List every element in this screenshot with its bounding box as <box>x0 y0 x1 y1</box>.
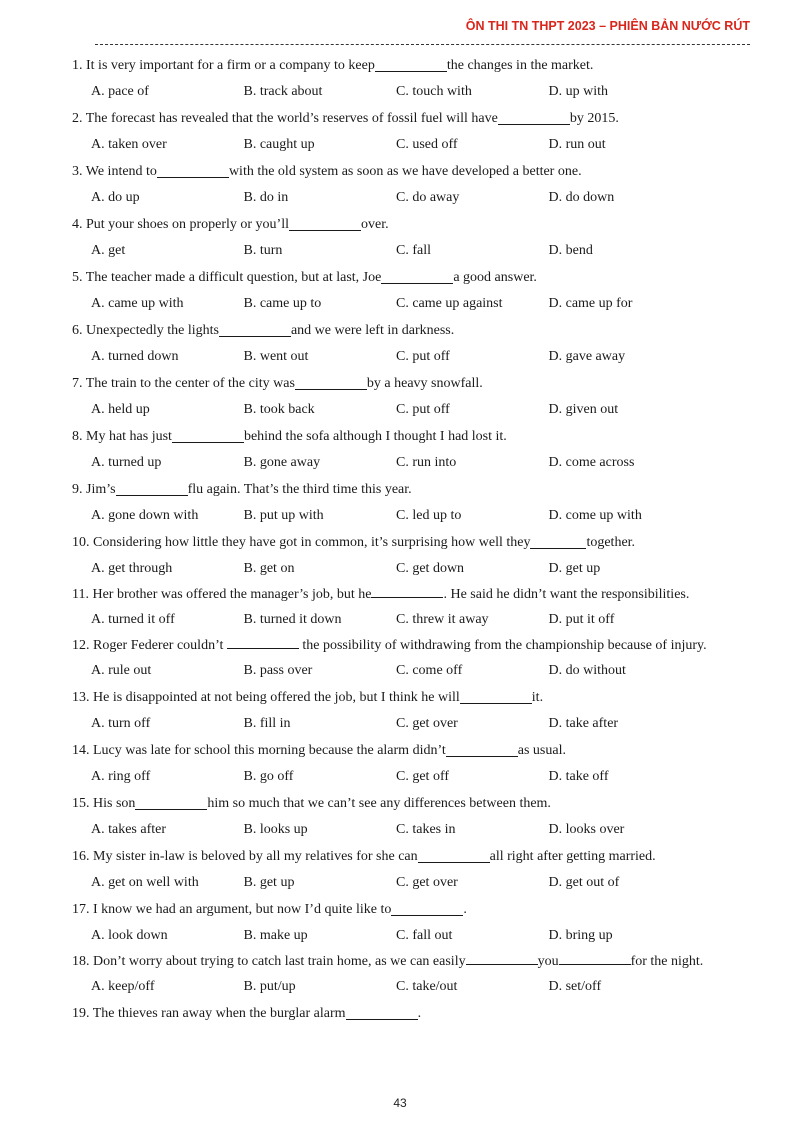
question-text: 14. Lucy was late for school this morning because the alarm didn’t <box>72 743 446 758</box>
answer-option-a: A. taken over <box>91 137 167 152</box>
answer-options <box>72 396 750 424</box>
question-item <box>72 53 750 106</box>
answer-blank <box>295 377 367 390</box>
answer-blank <box>375 59 447 72</box>
answer-blank <box>157 165 229 178</box>
question-item <box>72 212 750 265</box>
answer-option-b: B. turn <box>243 243 283 258</box>
answer-blank <box>559 952 631 965</box>
answer-option-c: C. run into <box>396 455 457 470</box>
question-item <box>72 950 750 1001</box>
question-stem <box>72 424 750 449</box>
document-header-title: ÔN THI TN THPT 2023 – PHIÊN BẢN NƯỚC RÚT <box>465 19 750 33</box>
answer-option-d: D. take after <box>548 716 619 731</box>
answer-options <box>72 290 750 318</box>
answer-blank <box>227 636 299 649</box>
question-stem <box>72 685 750 710</box>
question-text: 8. My hat has just <box>72 429 172 444</box>
question-text: as usual. <box>517 743 566 758</box>
answer-option-b: B. gone away <box>243 455 321 470</box>
answer-options <box>72 502 750 530</box>
answer-options <box>72 816 750 844</box>
question-text: . He said he didn’t want the responsibilities. <box>443 587 690 602</box>
question-list <box>72 53 750 1026</box>
question-text: 18. Don’t worry about trying to catch last train home, as we can easily <box>72 954 466 969</box>
answer-option-b: B. put/up <box>243 979 296 994</box>
answer-blank <box>289 218 361 231</box>
answer-option-d: D. bring up <box>548 928 613 943</box>
question-item <box>72 844 750 897</box>
answer-option-b: B. track about <box>243 84 323 99</box>
answer-option-d: D. came up for <box>548 296 633 311</box>
question-text: him so much that we can’t see any differences between them. <box>207 796 551 811</box>
answer-option-c: C. get down <box>396 561 465 576</box>
answer-option-c: C. take/out <box>396 979 458 994</box>
answer-options <box>72 184 750 212</box>
question-text: behind the sofa although I thought I had lost it. <box>243 429 507 444</box>
question-text: 4. Put your shoes on properly or you’ll <box>72 217 289 232</box>
question-text: 2. The forecast has revealed that the world’s reserves of fossil fuel will have <box>72 111 498 126</box>
answer-blank <box>135 797 207 810</box>
question-text: 9. Jim’s <box>72 482 116 497</box>
answer-options <box>72 763 750 791</box>
answer-option-b: B. get on <box>243 561 295 576</box>
answer-option-a: A. turned up <box>91 455 162 470</box>
answer-option-c: C. threw it away <box>396 612 489 627</box>
answer-options <box>72 973 750 1001</box>
question-item <box>72 791 750 844</box>
answer-option-a: A. gone down with <box>91 508 199 523</box>
answer-option-b: B. looks up <box>243 822 308 837</box>
question-text: with the old system as soon as we have developed a better one. <box>228 164 582 179</box>
answer-option-b: B. came up to <box>243 296 322 311</box>
question-text: 12. Roger Federer couldn’t <box>72 638 227 653</box>
answer-blank <box>346 1007 418 1020</box>
answer-option-a: A. get on well with <box>91 875 199 890</box>
question-stem <box>72 265 750 290</box>
question-text: 16. My sister in-law is beloved by all my relatives for she can <box>72 849 418 864</box>
question-stem <box>72 106 750 131</box>
question-stem <box>72 477 750 502</box>
answer-option-d: D. get up <box>548 561 601 576</box>
question-text: 13. He is disappointed at not being offered the job, but I think he will <box>72 690 460 705</box>
question-text: flu again. That’s the third time this year. <box>187 482 412 497</box>
answer-option-c: C. get off <box>396 769 450 784</box>
question-stem <box>72 371 750 396</box>
answer-options <box>72 922 750 950</box>
answer-blank <box>466 952 538 965</box>
answer-option-d: D. bend <box>548 243 593 258</box>
question-text: 5. The teacher made a difficult question, but at last, Joe <box>72 270 382 285</box>
answer-option-a: A. get through <box>91 561 173 576</box>
answer-option-c: C. do away <box>396 190 460 205</box>
answer-blank <box>530 536 586 549</box>
answer-option-d: D. do down <box>548 190 615 205</box>
answer-option-b: B. get up <box>243 875 295 890</box>
question-item <box>72 159 750 212</box>
question-item <box>72 265 750 318</box>
question-item <box>72 583 750 634</box>
answer-option-c: C. put off <box>396 349 450 364</box>
question-item <box>72 424 750 477</box>
answer-option-a: A. turned it off <box>91 612 175 627</box>
answer-option-b: B. make up <box>243 928 308 943</box>
answer-option-a: A. do up <box>91 190 140 205</box>
question-stem <box>72 1001 750 1026</box>
answer-options <box>72 710 750 738</box>
question-stem <box>72 791 750 816</box>
header-divider <box>95 44 750 45</box>
answer-blank <box>172 430 244 443</box>
answer-option-d: D. put it off <box>548 612 615 627</box>
answer-option-b: B. caught up <box>243 137 315 152</box>
answer-option-b: B. pass over <box>243 663 313 678</box>
answer-options <box>72 343 750 371</box>
answer-blank <box>446 744 518 757</box>
question-stem <box>72 950 750 973</box>
answer-option-a: A. pace of <box>91 84 149 99</box>
question-stem <box>72 583 750 606</box>
answer-blank <box>460 691 532 704</box>
question-text: for the night. <box>630 954 704 969</box>
answer-option-a: A. ring off <box>91 769 151 784</box>
question-text: over. <box>360 217 389 232</box>
answer-option-c: C. fall out <box>396 928 453 943</box>
question-text: . <box>463 902 467 917</box>
question-text: 6. Unexpectedly the lights <box>72 323 219 338</box>
question-item <box>72 106 750 159</box>
answer-option-c: C. get over <box>396 716 458 731</box>
answer-option-a: A. keep/off <box>91 979 155 994</box>
answer-option-d: D. get out of <box>548 875 620 890</box>
answer-option-d: D. given out <box>548 402 619 417</box>
question-text: 7. The train to the center of the city was <box>72 376 295 391</box>
question-text: all right after getting married. <box>489 849 656 864</box>
answer-option-c: C. used off <box>396 137 458 152</box>
answer-option-c: C. led up to <box>396 508 462 523</box>
answer-blank <box>116 483 188 496</box>
question-item <box>72 477 750 530</box>
question-text: 15. His son <box>72 796 136 811</box>
question-text: together. <box>586 535 636 550</box>
question-stem <box>72 844 750 869</box>
question-text: by a heavy snowfall. <box>366 376 483 391</box>
answer-option-d: D. take off <box>548 769 609 784</box>
answer-option-b: B. went out <box>243 349 309 364</box>
answer-blank <box>418 850 490 863</box>
answer-options <box>72 606 750 634</box>
question-stem <box>72 318 750 343</box>
answer-options <box>72 869 750 897</box>
question-text: a good answer. <box>453 270 537 285</box>
answer-option-a: A. came up with <box>91 296 184 311</box>
answer-option-a: A. get <box>91 243 126 258</box>
question-text: you <box>537 954 559 969</box>
answer-option-d: D. run out <box>548 137 606 152</box>
answer-option-a: A. turn off <box>91 716 151 731</box>
answer-option-a: A. look down <box>91 928 168 943</box>
answer-option-c: C. put off <box>396 402 450 417</box>
question-stem <box>72 738 750 763</box>
question-item <box>72 371 750 424</box>
question-text: 11. Her brother was offered the manager’s job, but he <box>72 587 372 602</box>
answer-option-b: B. go off <box>243 769 294 784</box>
question-text: and we were left in darkness. <box>290 323 455 338</box>
question-text: 19. The thieves ran away when the burglar alarm <box>72 1006 346 1021</box>
answer-option-d: D. do without <box>548 663 626 678</box>
answer-option-c: C. takes in <box>396 822 456 837</box>
question-item <box>72 738 750 791</box>
question-item <box>72 530 750 583</box>
answer-option-b: B. turned it down <box>243 612 342 627</box>
question-item <box>72 318 750 371</box>
question-text: 1. It is very important for a firm or a company to keep <box>72 58 375 73</box>
question-text: . <box>417 1006 422 1021</box>
answer-option-a: A. turned down <box>91 349 179 364</box>
answer-option-b: B. put up with <box>243 508 324 523</box>
question-text: it. <box>531 690 544 705</box>
question-item <box>72 685 750 738</box>
question-text: the changes in the market. <box>446 58 594 73</box>
answer-option-c: C. came up against <box>396 296 503 311</box>
answer-options <box>72 449 750 477</box>
answer-option-d: D. gave away <box>548 349 626 364</box>
question-stem <box>72 212 750 237</box>
question-text: the possibility of withdrawing from the championship because of injury. <box>298 638 707 653</box>
question-item <box>72 1001 750 1026</box>
answer-option-d: D. looks over <box>548 822 625 837</box>
question-item <box>72 897 750 950</box>
answer-option-d: D. up with <box>548 84 608 99</box>
question-text: 17. I know we had an argument, but now I’d quite like to <box>72 902 392 917</box>
answer-option-a: A. held up <box>91 402 150 417</box>
question-stem <box>72 530 750 555</box>
page-number: 43 <box>393 1096 407 1110</box>
question-item <box>72 634 750 685</box>
answer-blank <box>371 585 443 598</box>
answer-option-d: D. come across <box>548 455 635 470</box>
answer-option-a: A. takes after <box>91 822 167 837</box>
answer-option-b: B. took back <box>243 402 315 417</box>
answer-options <box>72 78 750 106</box>
question-stem <box>72 159 750 184</box>
answer-option-b: B. fill in <box>243 716 291 731</box>
answer-options <box>72 657 750 685</box>
answer-option-c: C. touch with <box>396 84 472 99</box>
answer-option-a: A. rule out <box>91 663 152 678</box>
question-text: 3. We intend to <box>72 164 157 179</box>
answer-option-d: D. set/off <box>548 979 602 994</box>
question-stem <box>72 897 750 922</box>
answer-options <box>72 555 750 583</box>
answer-option-c: C. come off <box>396 663 463 678</box>
answer-blank <box>219 324 291 337</box>
answer-option-c: C. get over <box>396 875 458 890</box>
answer-options <box>72 237 750 265</box>
question-stem <box>72 53 750 78</box>
question-stem <box>72 634 750 657</box>
question-text: 10. Considering how little they have got in common, it’s surprising how well they <box>72 535 531 550</box>
answer-blank <box>498 112 570 125</box>
answer-blank <box>381 271 453 284</box>
answer-blank <box>391 903 463 916</box>
answer-option-c: C. fall <box>396 243 431 258</box>
answer-options <box>72 131 750 159</box>
question-text: by 2015. <box>569 111 619 126</box>
answer-option-b: B. do in <box>243 190 289 205</box>
answer-option-d: D. come up with <box>548 508 642 523</box>
